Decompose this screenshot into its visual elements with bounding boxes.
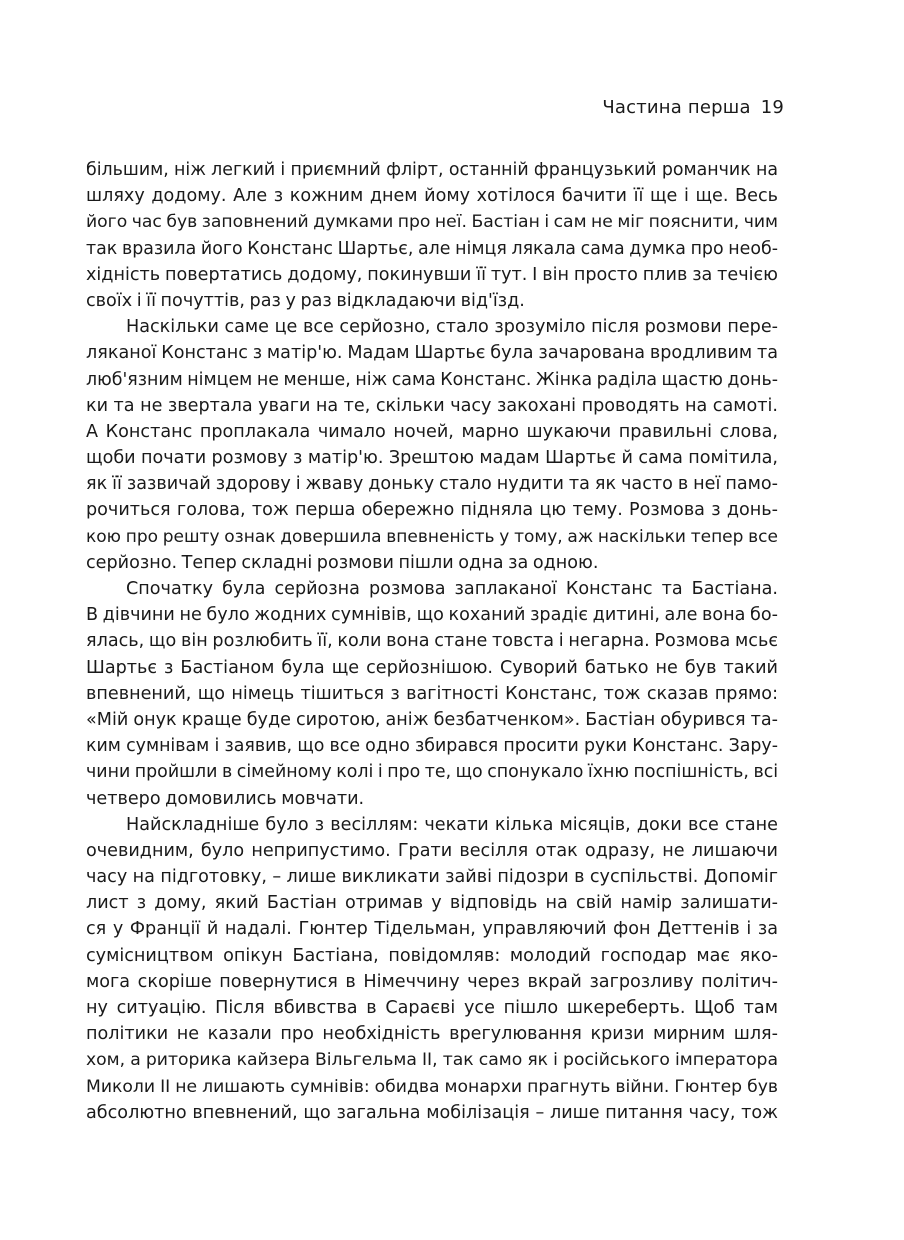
text-line: Наскільки саме це все серйозно, стало зрозуміло після розмови пере-: [126, 317, 778, 338]
section-title: Частина перша: [602, 97, 751, 118]
text-line: Спочатку була серйозна розмова заплаканої Констанс та Бастіана.: [126, 579, 778, 599]
text-line: рочиться голова, тож перша обережно підняла цю тему. Розмова з донь-: [86, 500, 778, 521]
running-header: [602, 97, 784, 118]
paragraph: [86, 314, 778, 576]
text-line: шляху додому. Але з кожним днем йому хотілося бачити її ще і ще. Весь: [86, 186, 778, 207]
text-line: Шартьє з Бастіаном була ще серйознішою. Суворий батько не був такий: [86, 657, 778, 678]
text-line: хідність повертатись додому, покинувши її тут. І він просто плив за течією: [86, 264, 778, 285]
paragraph: [86, 157, 778, 314]
text-line: своїх і її почуттів, раз у раз відкладаючи від'їзд.: [86, 290, 525, 311]
text-line: щоби почати розмову з матір'ю. Зрештою мадам Шартьє й сама помітила,: [86, 448, 778, 469]
text-line: ким сумнівам і заявив, що все одно збирався просити руки Констанс. Зару-: [86, 736, 778, 757]
text-line: очевидним, було неприпустимо. Грати весілля отак одразу, не лишаючи: [86, 840, 778, 861]
body-text: [86, 157, 778, 1126]
paragraph: [86, 576, 778, 812]
text-line: ся у Франції й надалі. Гюнтер Тідельман, управляючий фон Деттенів і за: [86, 919, 778, 940]
text-line: серйозно. Тепер складні розмови пішли одна за одною.: [86, 552, 599, 573]
text-line: Найскладніше було з весіллям: чекати кілька місяців, доки все стане: [126, 814, 778, 835]
text-line: Миколи II не лишають сумнівів: обидва монархи прагнуть війни. Гюнтер був: [86, 1076, 778, 1097]
text-line: ляканої Констанс з матір'ю. Мадам Шартьє була зачарована вродливим та: [86, 343, 778, 364]
text-line: В дівчини не було жодних сумнівів, що коханий зрадіє дитині, але вона бо-: [86, 605, 778, 626]
text-line: впевнений, що німець тішиться з вагітності Констанс, тож сказав прямо:: [86, 683, 778, 704]
paragraph: [86, 812, 778, 1126]
text-line: мога скоріше повернутися в Німеччину через вкрай загрозливу політич-: [86, 971, 778, 992]
text-line: його час був заповнений думками про неї. Бастіан і сам не міг пояснити, чим: [86, 212, 778, 233]
text-line: ну ситуацію. Після вбивства в Сараєві усе пішло шкереберть. Щоб там: [86, 998, 778, 1018]
text-line: лист з дому, який Бастіан отримав у відповідь на свій намір залишати-: [86, 893, 778, 914]
text-line: абсолютно впевнений, що загальна мобілізація – лише питання часу, тож: [86, 1102, 778, 1123]
text-line: чини пройшли в сімейному колі і про те, що спонукало їхню поспішність, всі: [86, 762, 779, 783]
text-line: люб'язним німцем не менше, ніж сама Констанс. Жінка раділа щастю донь-: [86, 369, 778, 390]
text-line: більшим, ніж легкий і приємний флірт, останній французький романчик на: [86, 160, 778, 180]
text-line: сумісництвом опікун Бастіана, повідомляв: молодий господар має яко-: [86, 945, 778, 966]
text-line: четверо домовились мовчати.: [86, 788, 365, 809]
page-number: 19: [760, 97, 784, 118]
text-line: часу на підготовку, – лише викликати зайві підозри в суспільстві. Допоміг: [86, 867, 778, 888]
text-line: як її зазвичай здорову і жваву доньку стало нудити та як часто в неї памо-: [86, 474, 778, 495]
text-line: кою про решту ознак довершила впевненість у тому, аж наскільки тепер все: [86, 526, 778, 547]
text-line: «Мій онук краще буде сиротою, аніж безбатченком». Бастіан обурився та-: [86, 709, 778, 730]
text-line: політики не казали про необхідність врегулювання кризи мирним шля-: [86, 1024, 778, 1045]
text-line: хом, а риторика кайзера Вільгельма II, так само як і російського імператора: [86, 1050, 778, 1071]
text-line: А Констанс проплакала чимало ночей, марно шукаючи правильні слова,: [86, 421, 778, 442]
text-line: ки та не звертала уваги на те, скільки часу закохані проводять на самоті.: [86, 395, 778, 416]
text-line: ялась, що він розлюбить її, коли вона стане товста і негарна. Розмова мсьє: [86, 631, 778, 652]
text-line: так вразила його Констанс Шартьє, але німця лякала сама думка про необ-: [86, 238, 778, 259]
